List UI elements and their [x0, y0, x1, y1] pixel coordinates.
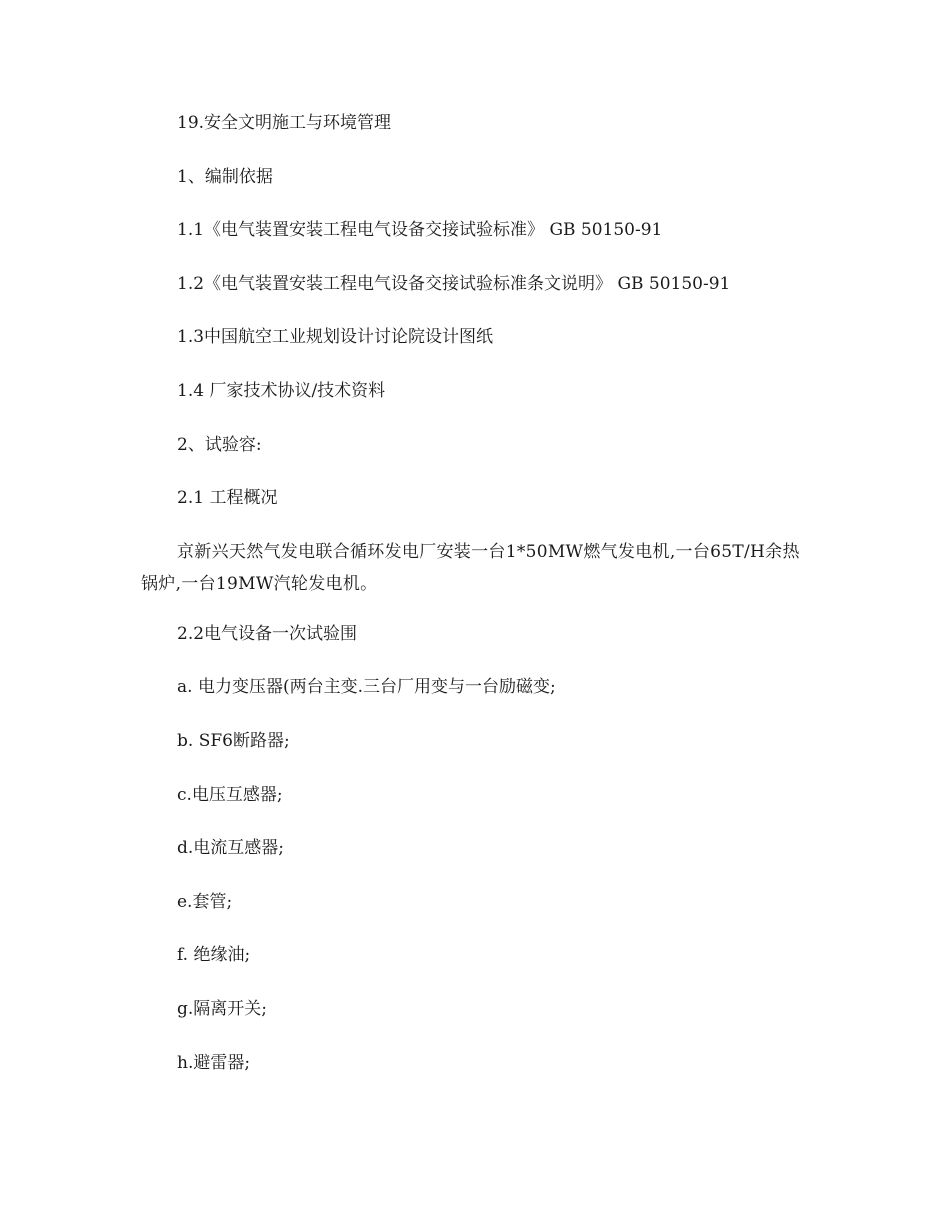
basis-item-1-4: 1.4 厂家技术协议/技术资料	[177, 380, 386, 401]
scope-item-f: f. 绝缘油;	[177, 945, 251, 966]
basis-item-1-2: 1.2《电气装置安装工程电气设备交接试验标准条文说明》 GB 50150-91	[177, 273, 731, 294]
scope-item-c: c.电压互感器;	[177, 784, 283, 805]
heading-test-content: 2、试验容:	[177, 434, 262, 455]
section-title: 19.安全文明施工与环境管理	[177, 113, 392, 133]
scope-item-d: d.电流互感器;	[177, 838, 285, 859]
project-overview-text: 京新兴天然气发电联合循环发电厂安装一台1*50MW燃气发电机,一台65T/H余热锅炉,一台19MW汽轮发电机。	[141, 541, 800, 594]
heading-project-overview: 2.1 工程概况	[177, 488, 278, 509]
scope-item-g: g.隔离开关;	[177, 998, 268, 1019]
scope-item-b: b. SF6断路器;	[177, 730, 290, 751]
scope-item-h: h.避雷器;	[177, 1052, 251, 1073]
heading-basis: 1、编制依据	[177, 166, 273, 187]
document-body	[141, 110, 811, 1103]
basis-item-1-1: 1.1《电气装置安装工程电气设备交接试验标准》 GB 50150-91	[177, 220, 663, 241]
heading-test-scope: 2.2电气设备一次试验围	[177, 623, 358, 644]
basis-item-1-3: 1.3中国航空工业规划设计讨论院设计图纸	[177, 327, 494, 348]
scope-item-e: e.套管;	[177, 891, 233, 912]
scope-item-a: a. 电力变压器(两台主变.三台厂用变与一台励磁变;	[177, 677, 556, 698]
